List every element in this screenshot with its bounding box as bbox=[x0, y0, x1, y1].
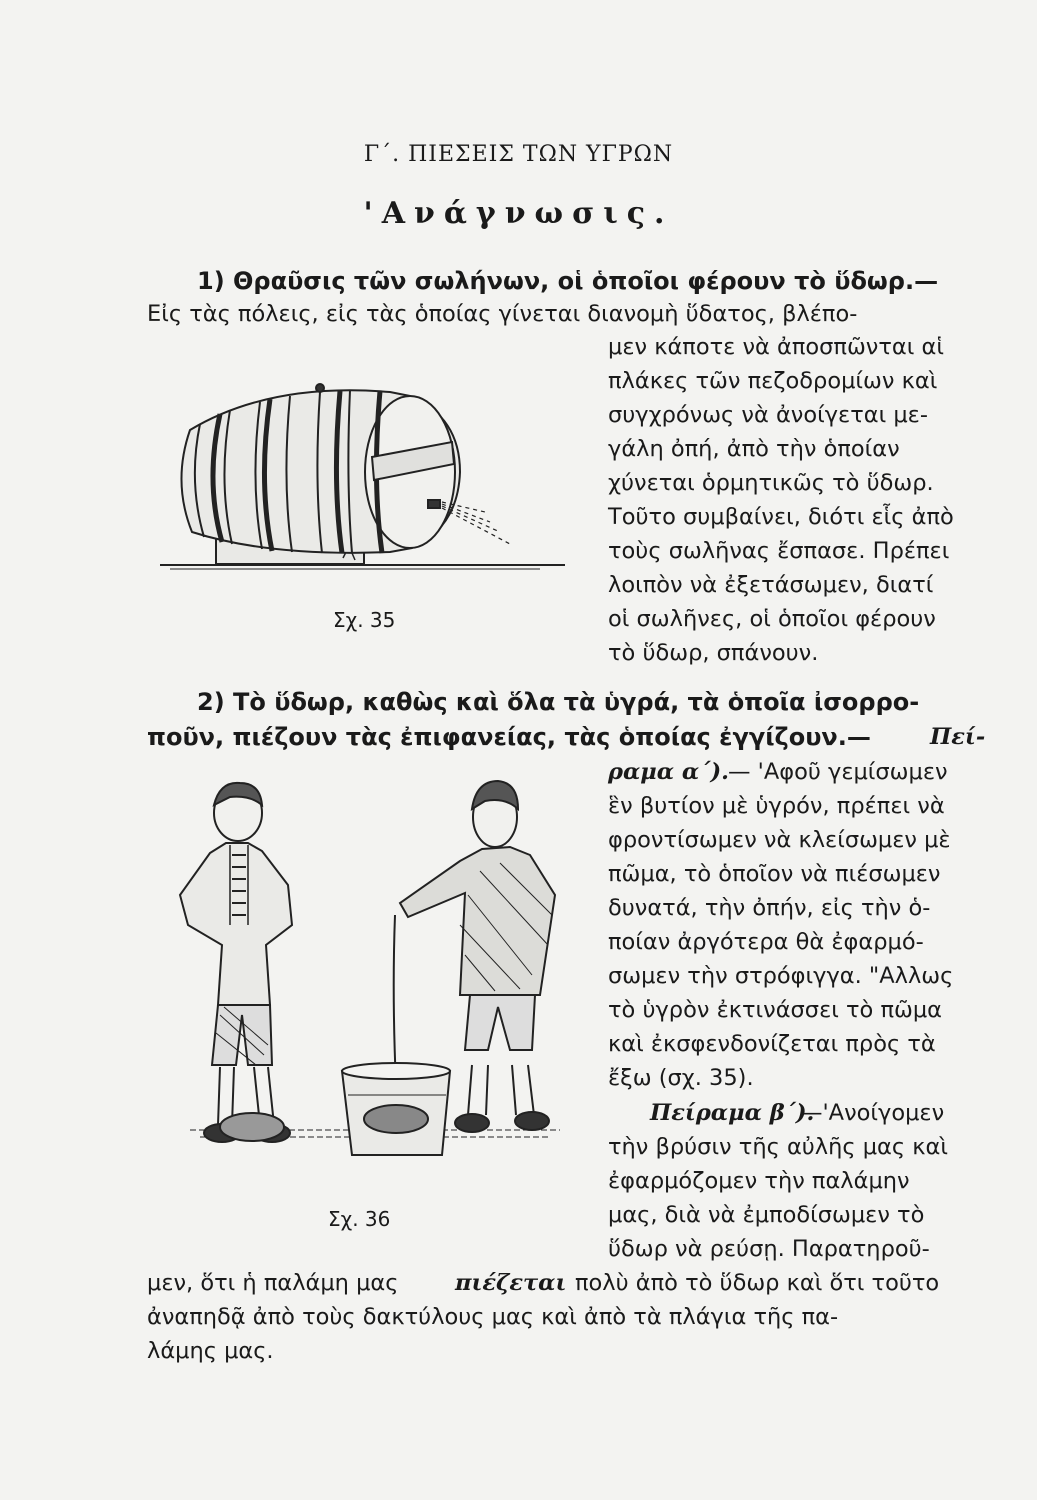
paragraph2-heading: ποῦν, πιέζουν τὰς ἐπιφανείας, τὰς ὁποίας ἐγγίζουν.— bbox=[147, 723, 871, 751]
paragraph2-line: μεν, ὅτι ἡ παλάμη μας bbox=[147, 1270, 399, 1296]
paragraph2-line: ἔξω (σχ. 35). bbox=[608, 1065, 754, 1091]
paragraph1-heading: 1) Θραῦσις τῶν σωλήνων, οἱ ὁποῖοι φέρουν τὸ ὕδωρ.— bbox=[197, 267, 939, 295]
experiment-a-label: Πεί- bbox=[930, 724, 986, 750]
experiment-a-label: ραμα α΄). bbox=[608, 759, 729, 785]
paragraph2-line: ποίαν ἀργότερα θὰ ἐφαρμό- bbox=[608, 929, 924, 955]
figure35-caption: Σχ. 35 bbox=[333, 608, 396, 632]
paragraph1-line: συγχρόνως νὰ ἀνοίγεται με- bbox=[608, 402, 928, 428]
paragraph1-line: μεν κάποτε νὰ ἀποσπῶνται αἱ bbox=[608, 334, 944, 360]
paragraph1-line: Τοῦτο συμβαίνει, διότι εἷς ἀπὸ bbox=[608, 504, 954, 530]
paragraph2-line: ἀναπηδᾷ ἀπὸ τοὺς δακτύλους μας καὶ ἀπὸ τὰ πλάγια τῆς πα- bbox=[147, 1304, 839, 1330]
paragraph1-line: χύνεται ὁρμητικῶς τὸ ὕδωρ. bbox=[608, 470, 934, 496]
paragraph2-line: δυνατά, τὴν ὀπήν, εἰς τὴν ὁ- bbox=[608, 895, 931, 921]
paragraph2-line: — 'Αφοῦ γεμίσωμεν bbox=[728, 759, 948, 785]
paragraph2-line: ἓν βυτίον μὲ ὑγρόν, πρέπει νὰ bbox=[608, 793, 945, 819]
paragraph2-line: λάμης μας. bbox=[147, 1338, 274, 1364]
paragraph2-line: ἐφαρμόζομεν τὴν παλάμην bbox=[608, 1168, 910, 1194]
paragraph2-line: μας, διὰ νὰ ἐμποδίσωμεν τὸ bbox=[608, 1202, 925, 1228]
paragraph2-line: φροντίσωμεν νὰ κλείσωμεν μὲ bbox=[608, 827, 951, 853]
paragraph1-line: τοὺς σωλῆνας ἔσπασε. Πρέπει bbox=[608, 538, 950, 564]
experiment-b-label: Πείραμα β΄). bbox=[650, 1100, 815, 1126]
barrel-illustration bbox=[160, 372, 580, 572]
paragraph1-line: Εἰς τὰς πόλεις, εἰς τὰς ὁποίας γίνεται διανομὴ ὕδατος, βλέπο- bbox=[147, 301, 858, 327]
section-heading: 'Ανάγνωσις. bbox=[363, 196, 674, 231]
paragraph2-line: —'Ανοίγομεν bbox=[800, 1100, 945, 1126]
paragraph2-line: καὶ ἐκσφενδονίζεται πρὸς τὰ bbox=[608, 1031, 936, 1057]
paragraph1-line: τὸ ὕδωρ, σπάνουν. bbox=[608, 640, 819, 666]
paragraph2-line: τὴν βρύσιν τῆς αὐλῆς μας καὶ bbox=[608, 1134, 948, 1160]
chapter-title: Γ΄. ΠΙΕΣΕΙΣ ΤΩΝ ΥΓΡΩΝ bbox=[363, 142, 674, 167]
paragraph2-line: τὸ ὑγρὸν ἐκτινάσσει τὸ πῶμα bbox=[608, 997, 942, 1023]
figure36-caption: Σχ. 36 bbox=[328, 1207, 391, 1231]
paragraph2-heading: 2) Τὸ ὕδωρ, καθὼς καὶ ὅλα τὰ ὑγρά, τὰ ὁποῖα ἰσορρο- bbox=[197, 688, 920, 716]
paragraph1-line: λοιπὸν νὰ ἐξετάσωμεν, διατί bbox=[608, 572, 934, 598]
emphasis-word: πιέζεται bbox=[455, 1270, 567, 1296]
paragraph2-line: πῶμα, τὸ ὁποῖον νὰ πιέσωμεν bbox=[608, 861, 941, 887]
boys-bucket-illustration bbox=[160, 775, 580, 1175]
paragraph1-line: πλάκες τῶν πεζοδρομίων καὶ bbox=[608, 368, 938, 394]
paragraph2-line: πολὺ ἀπὸ τὸ ὕδωρ καὶ ὅτι τοῦτο bbox=[575, 1270, 940, 1296]
paragraph2-line: σωμεν τὴν στρόφιγγα. "Αλλως bbox=[608, 963, 954, 989]
paragraph1-line: γάλη ὀπή, ἀπὸ τὴν ὁποίαν bbox=[608, 436, 900, 462]
paragraph1-line: οἱ σωλῆνες, οἱ ὁποῖοι φέρουν bbox=[608, 606, 936, 632]
paragraph2-line: ὕδωρ νὰ ρεύσῃ. Παρατηροῦ- bbox=[608, 1236, 930, 1262]
